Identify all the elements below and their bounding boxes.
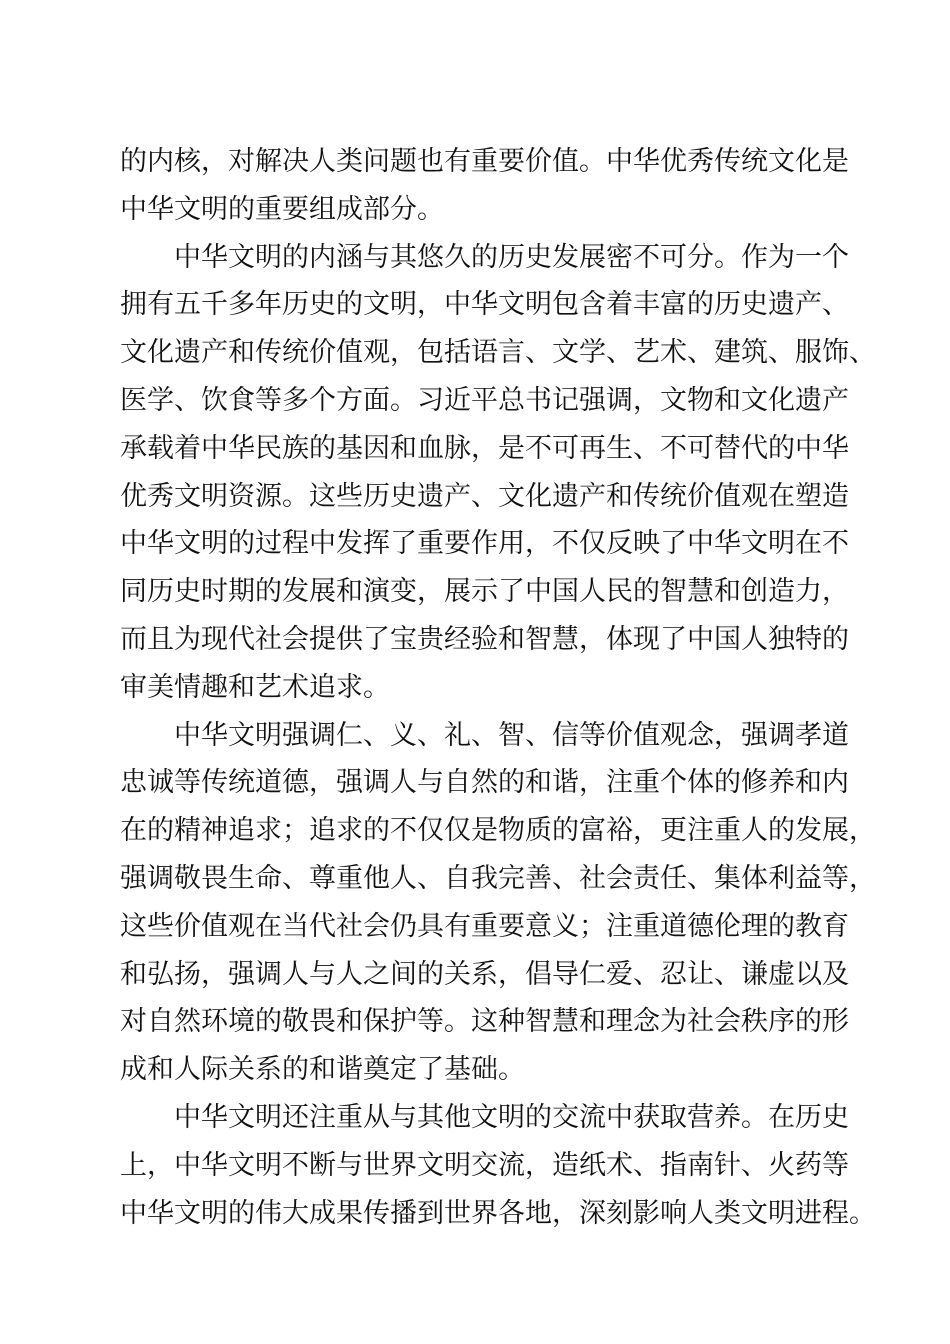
paragraph-1-line-1: 的内核，对解决人类问题也有重要价值。中华优秀传统文化是 (120, 146, 849, 177)
paragraph-3-line-2: 忠诚等传统道德，强调人与自然的和谐，注重个体的修养和内 (120, 767, 849, 799)
paragraph-2-line-9: 而且为现代社会提供了宝贵经验和智慧，体现了中国人独特的 (120, 623, 849, 655)
paragraph-2-line-1: 中华文明的内涵与其悠久的历史发展密不可分。作为一个 (174, 241, 849, 273)
paragraph-3-line-7: 对自然环境的敬畏和保护等。这种智慧和理念为社会秩序的形 (120, 1006, 849, 1038)
paragraph-3-line-4: 强调敬畏生命、尊重他人、自我完善、社会责任、集体利益等， (120, 862, 876, 894)
paragraph-4-line-1: 中华文明还注重从与其他文明的交流中获取营养。在历史 (174, 1101, 849, 1133)
paragraph-3-line-1: 中华文明强调仁、义、礼、智、信等价值观念，强调孝道 (174, 719, 849, 751)
paragraph-2-line-8: 同历史时期的发展和演变，展示了中国人民的智慧和创造力， (120, 576, 849, 608)
paragraph-2-line-5: 承载着中华民族的基因和血脉，是不可再生、不可替代的中华 (120, 432, 849, 464)
paragraph-3-line-5: 这些价值观在当代社会仍具有重要意义；注重道德伦理的教育 (120, 910, 849, 942)
paragraph-3-line-8: 成和人际关系的和谐奠定了基础。 (120, 1054, 525, 1086)
paragraph-4-line-2: 上，中华文明不断与世界文明交流，造纸术、指南针、火药等 (120, 1149, 849, 1181)
paragraph-2-line-10: 审美情趣和艺术追求。 (120, 671, 390, 703)
paragraph-2-line-3: 文化遗产和传统价值观，包括语言、文学、艺术、建筑、服饰、 (120, 337, 876, 369)
paragraph-4-line-3: 中华文明的伟大成果传播到世界各地，深刻影响人类文明进程。 (120, 1197, 876, 1229)
paragraph-2-line-7: 中华文明的过程中发挥了重要作用，不仅反映了中华文明在不 (120, 528, 849, 560)
paragraph-2-line-4: 医学、饮食等多个方面。习近平总书记强调，文物和文化遗产 (120, 384, 849, 416)
paragraph-2-line-6: 优秀文明资源。这些历史遗产、文化遗产和传统价值观在塑造 (120, 480, 849, 512)
paragraph-3-line-6: 和弘扬，强调人与人之间的关系，倡导仁爱、忍让、谦虚以及 (120, 958, 849, 990)
paragraph-3-line-3: 在的精神追求；追求的不仅仅是物质的富裕，更注重人的发展， (120, 815, 876, 847)
paragraph-1-line-2: 中华文明的重要组成部分。 (120, 193, 444, 225)
body-text (120, 138, 876, 1237)
paragraph-2-line-2: 拥有五千多年历史的文明，中华文明包含着丰富的历史遗产、 (120, 289, 849, 321)
